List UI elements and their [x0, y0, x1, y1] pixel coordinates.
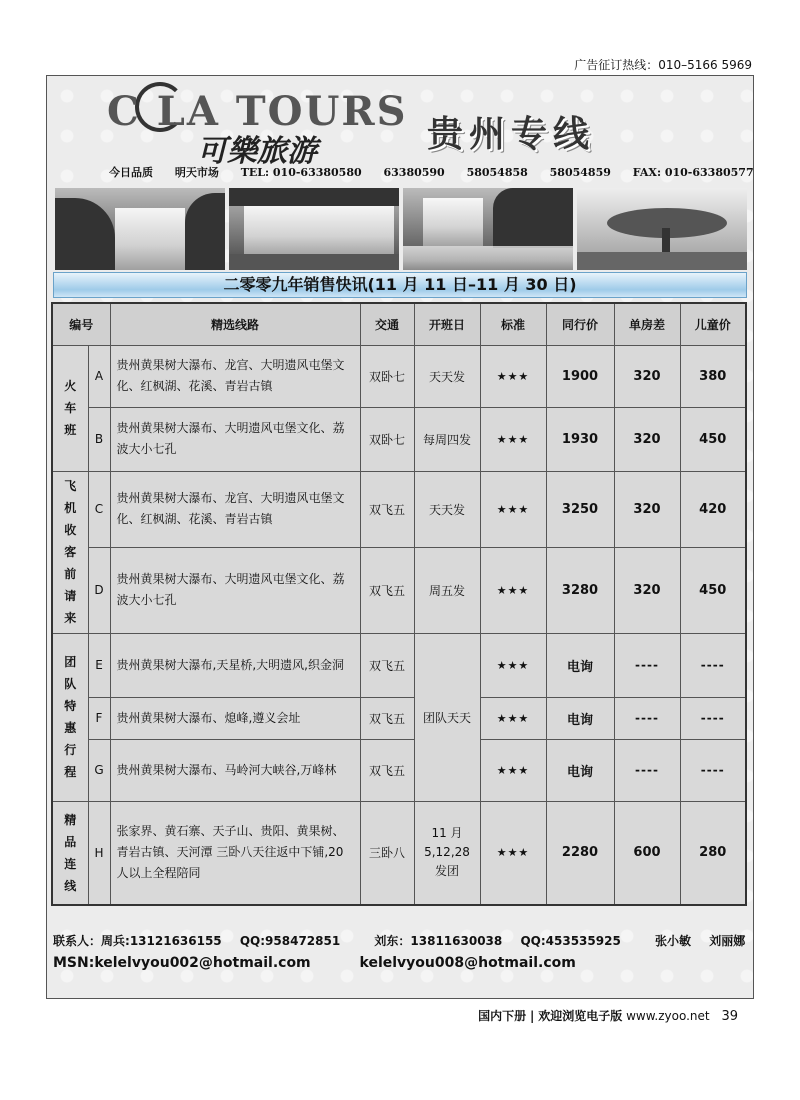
table-row: F 贵州黄果树大瀑布、熄峰,遵义会址 双飞五 ★★★ 电询 ---- ----	[52, 697, 746, 739]
table-row: B 贵州黄果树大瀑布、大明遗风屯堡文化、荔波大小七孔 双卧七 每周四发 ★★★ 1930 320 450	[52, 407, 746, 471]
phone-4: 58054859	[549, 166, 611, 179]
contacts	[53, 932, 749, 971]
phone-3: 58054858	[466, 166, 528, 179]
footer-welcome: 欢迎浏览电子版	[538, 1009, 623, 1023]
col-standard: 标准	[480, 303, 546, 345]
msn-1[interactable]: MSN:kelelvyou002@hotmail.com	[53, 955, 311, 971]
col-child: 儿童价	[680, 303, 746, 345]
table-row: G 贵州黄果树大瀑布、马岭河大峡谷,万峰林 双飞五 ★★★ 电询 ---- ----	[52, 739, 746, 801]
slogan-1: 今日品质	[109, 166, 153, 179]
routes-table	[51, 302, 747, 906]
boutique-departure: 11 月 5,12,28 发团	[414, 801, 480, 905]
category-plane: 飞机收客前请来	[52, 471, 88, 633]
waterfall-photo-2	[229, 188, 399, 270]
col-price: 同行价	[546, 303, 614, 345]
contacts-label: 联系人：	[53, 934, 102, 948]
logo-chinese: 可樂旅游	[197, 134, 317, 169]
photo-strip	[55, 188, 747, 270]
phone-strip	[109, 164, 772, 180]
waterfall-photo-3	[403, 188, 573, 270]
contact-2: 刘东：13811630038	[374, 934, 503, 948]
category-boutique: 精品连线	[52, 801, 88, 905]
tree-landscape-photo	[577, 188, 747, 270]
header	[47, 76, 753, 186]
table-header-row	[52, 303, 746, 345]
contact-qq-2: QQ:453535925	[520, 934, 621, 948]
page-footer	[478, 1007, 738, 1024]
contact-qq-1: QQ:958472851	[239, 934, 341, 948]
logo-english: C LA TOURS	[107, 88, 408, 135]
ad-frame	[46, 75, 754, 999]
contact-1: 周兵:13121636155	[101, 934, 222, 948]
col-route: 精选线路	[110, 303, 360, 345]
group-departure: 团队天天	[414, 633, 480, 801]
footer-site-link[interactable]: www.zyoo.net	[626, 1009, 710, 1023]
waterfall-photo-1	[55, 188, 225, 270]
table-row: 团队特惠行程 E 贵州黄果树大瀑布,天星桥,大明遗风,织金洞 双飞五 团队天天 ★★★ 电询 ---- ----	[52, 633, 746, 697]
table-row: 飞机收客前请来 C 贵州黄果树大瀑布、龙宫、大明遗风屯堡文化、红枫湖、花溪、青岩古镇 双飞五 天天发 ★★★ 3250 320 420	[52, 471, 746, 547]
page-number: 39	[721, 1009, 738, 1024]
col-departure: 开班日	[414, 303, 480, 345]
fax: FAX: 010-63380577	[632, 166, 754, 179]
category-train: 火车班	[52, 345, 88, 471]
phone-2: 63380590	[383, 166, 445, 179]
msn-2[interactable]: kelelvyou008@hotmail.com	[359, 955, 576, 971]
slogan-2: 明天市场	[174, 166, 219, 179]
table-row: D 贵州黄果树大瀑布、大明遗风屯堡文化、荔波大小七孔 双飞五 周五发 ★★★ 3280 320 450	[52, 547, 746, 633]
contact-3: 张小敏	[655, 934, 692, 948]
tel: TEL: 010-63380580	[240, 166, 362, 179]
contact-4: 刘丽娜	[709, 934, 746, 948]
category-group: 团队特惠行程	[52, 633, 88, 801]
footer-section: 国内下册	[478, 1009, 527, 1023]
ad-hotline: 广告征订热线：010–5166 5969	[574, 58, 752, 72]
col-single: 单房差	[614, 303, 680, 345]
table-row: 火车班 A 贵州黄果树大瀑布、龙宫、大明遗风屯堡文化、红枫湖、花溪、青岩古镇 双卧七 天天发 ★★★ 1900 320 380	[52, 345, 746, 407]
footer-separator: |	[530, 1009, 535, 1023]
col-transport: 交通	[360, 303, 414, 345]
table-row: 精品连线 H 张家界、黄石寨、天子山、贵阳、黄果树、青岩古镇、天河潭 三卧八天往返中下铺,20 人以上全程陪同 三卧八 11 月 5,12,28 发团 ★★★ 2280 600 280	[52, 801, 746, 905]
col-code: 编号	[52, 303, 110, 345]
sales-banner: 二零零九年销售快讯(11 月 11 日–11 月 30 日)	[53, 272, 747, 298]
special-line-title: 贵州专线	[427, 114, 596, 155]
